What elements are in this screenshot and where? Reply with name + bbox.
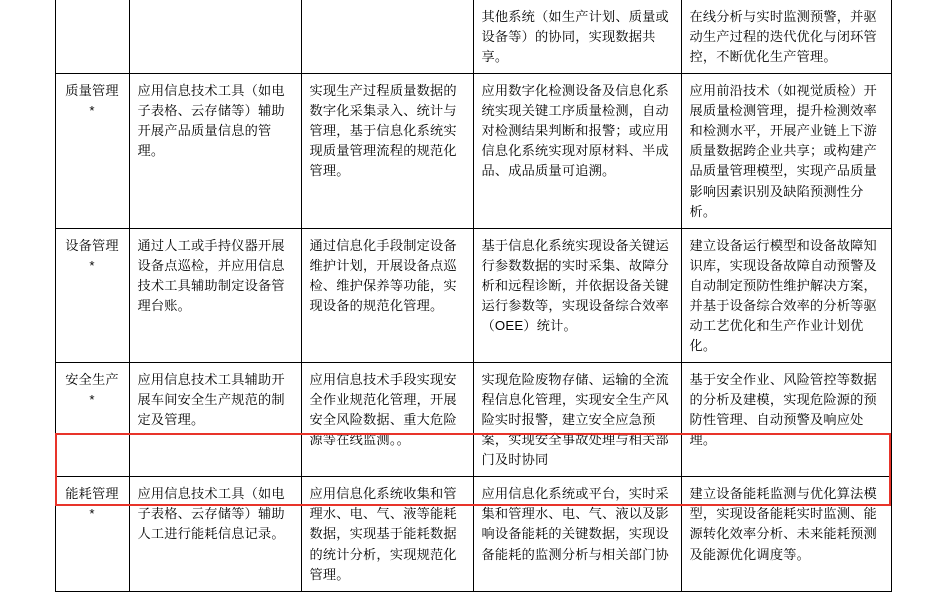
cell-level-4: 在线分析与实时监测预警，并驱动生产过程的迭代优化与闭环管控，不断优化生产管理。 [681, 0, 891, 74]
right-gutter [891, 74, 952, 228]
right-gutter [891, 363, 952, 477]
left-gutter [0, 477, 55, 591]
cell-level-3: 其他系统（如生产计划、质量或设备等）的协同，实现数据共享。 [473, 0, 681, 74]
cell-level-3: 基于信息化系统实现设备关键运行参数数据的实时采集、故障分析和远程诊断，并依据设备关键运行参数等，实现设备综合效率（OEE）统计。 [473, 228, 681, 362]
cell-level-4: 建立设备能耗监测与优化算法模型，实现设备能耗实时监测、能源转化效率分析、未来能耗预测及能源优化调度等。 [681, 477, 891, 591]
right-gutter [891, 228, 952, 362]
row-label: 能耗管理* [65, 486, 119, 522]
cell-level-4: 建立设备运行模型和设备故障知识库，实现设备故障自动预警及自动制定预防性维护解决方案，并基于设备综合效率的分析等驱动工艺优化和生产作业计划优化。 [681, 228, 891, 362]
right-gutter [891, 477, 952, 591]
cell-level-2 [301, 0, 473, 74]
right-gutter [891, 0, 952, 74]
left-gutter [0, 74, 55, 228]
table-row [0, 228, 952, 362]
cell-level-3: 应用信息化系统或平台，实时采集和管理水、电、气、液以及影响设备能耗的关键数据，实现设备能耗的监测分析与相关部门协 [473, 477, 681, 591]
table-row [0, 0, 952, 74]
row-label: 设备管理* [65, 237, 119, 273]
cell-level-2: 通过信息化手段制定设备维护计划，开展设备点巡检、维护保养等功能，实现设备的规范化管理。 [301, 228, 473, 362]
cell-level-4: 应用前沿技术（如视觉质检）开展质量检测管理，提升检测效率和检测水平，开展产业链上下游质量数据跨企业共享；或构建产品质量管理模型，实现产品质量影响因素识别及缺陷预测性分析。 [681, 74, 891, 228]
cell-level-4: 基于安全作业、风险管控等数据的分析及建模，实现危险源的预防性管理、自动预警及响应处理。 [681, 363, 891, 477]
row-label-cell-quality [55, 74, 129, 228]
row-label: 质量管理* [65, 83, 119, 119]
row-label-cell [55, 0, 129, 74]
cell-level-1: 通过人工或手持仪器开展设备点巡检，并应用信息技术工具辅助制定设备管理台账。 [129, 228, 301, 362]
table-row [0, 363, 952, 477]
left-gutter [0, 228, 55, 362]
table-row-highlighted [0, 477, 952, 591]
row-label: 安全生产* [65, 372, 119, 408]
table-row [0, 74, 952, 228]
cell-level-1: 应用信息技术工具辅助开展车间安全生产规范的制定及管理。 [129, 363, 301, 477]
cell-level-2: 应用信息化系统收集和管理水、电、气、液等能耗数据，实现基于能耗数据的统计分析，实现规范化管理。 [301, 477, 473, 591]
row-label-cell-energy [55, 477, 129, 591]
cell-level-1: 应用信息技术工具（如电子表格、云存储等）辅助人工进行能耗信息记录。 [129, 477, 301, 591]
row-label-cell-equipment [55, 228, 129, 362]
row-label-cell-safety [55, 363, 129, 477]
cell-level-1: 应用信息技术工具（如电子表格、云存储等）辅助开展产品质量信息的管理。 [129, 74, 301, 228]
cell-level-1 [129, 0, 301, 74]
cell-level-3: 应用数字化检测设备及信息化系统实现关键工序质量检测，自动对检测结果判断和报警；或应用信息化系统实现对原材料、半成品、成品质量可追溯。 [473, 74, 681, 228]
left-gutter [0, 0, 55, 74]
cell-level-3: 实现危险废物存储、运输的全流程信息化管理，实现安全生产风险实时报警，建立安全应急预案，实现安全事故处理与相关部门及时协同 [473, 363, 681, 477]
left-gutter [0, 363, 55, 477]
cell-level-2: 实现生产过程质量数据的数字化采集录入、统计与管理，基于信息化系统实现质量管理流程的规范化管理。 [301, 74, 473, 228]
cell-level-2: 应用信息技术手段实现安全作业规范化管理，开展安全风险数据、重大危险源等在线监测。。 [301, 363, 473, 477]
